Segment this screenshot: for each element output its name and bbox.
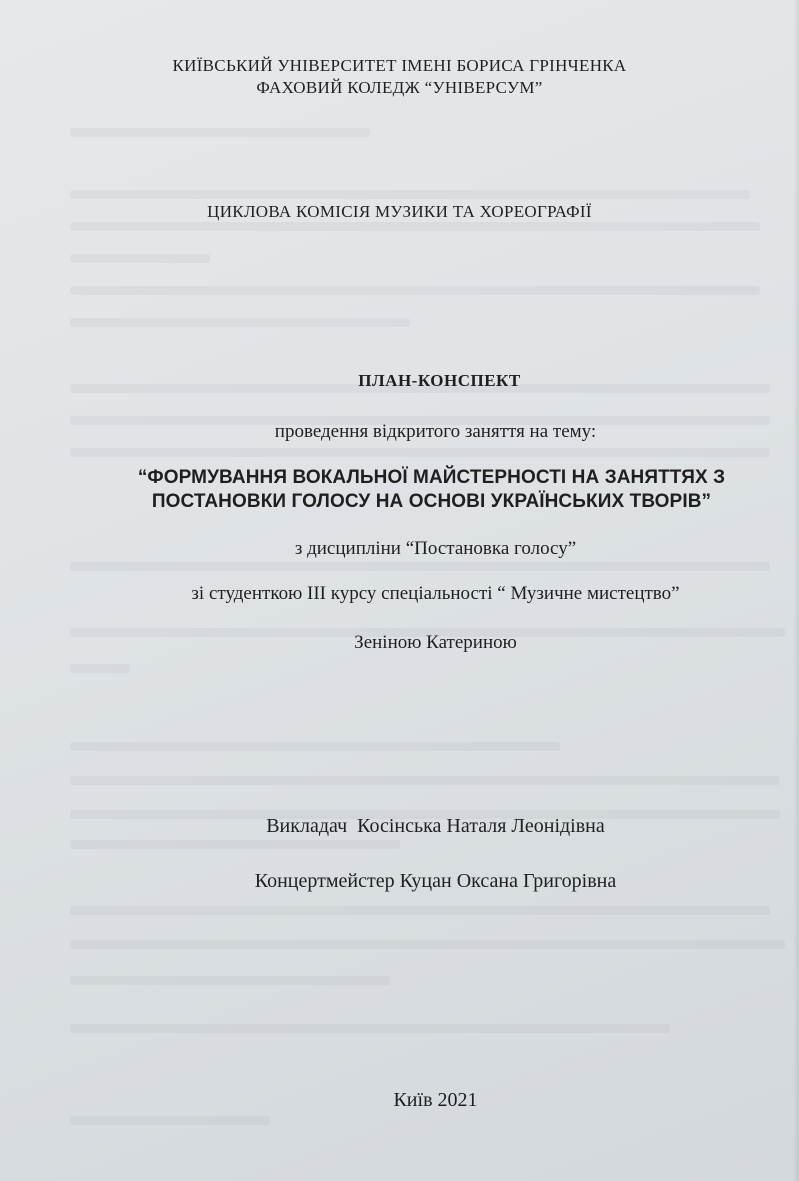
bleed-through-text (70, 286, 760, 295)
bleed-through-text (70, 940, 785, 949)
bleed-through-text (70, 318, 410, 327)
bleed-through-text (70, 1116, 270, 1125)
college-name: ФАХОВИЙ КОЛЕДЖ “УНІВЕРСУМ” (256, 78, 543, 97)
bleed-through-text (70, 448, 770, 457)
bleed-through-text (70, 742, 560, 751)
bleed-through-text (70, 1024, 670, 1033)
page-edge-shadow (793, 0, 799, 1181)
document-type: ПЛАН-КОНСПЕКТ (358, 371, 521, 390)
accompanist: Концертмейстер Куцан Оксана Григорівна (254, 870, 617, 892)
lesson-intro: проведення відкритого заняття на тему: (274, 421, 597, 442)
bleed-through-text (70, 906, 770, 915)
bleed-through-text (70, 222, 760, 231)
discipline: з дисципліни “Постановка голосу” (294, 538, 577, 559)
bleed-through-text (70, 562, 770, 571)
bleed-through-text (70, 776, 780, 785)
bleed-through-text (70, 976, 390, 985)
bleed-through-text (70, 190, 750, 199)
bleed-through-text (70, 254, 210, 263)
bleed-through-text (70, 664, 130, 673)
bleed-through-text (70, 128, 370, 137)
student-course: зі студенткою ІІІ курсу спеціальності “ Музичне мистецтво” (191, 583, 680, 604)
lesson-topic-line-1: “ФОРМУВАННЯ ВОКАЛЬНОЇ МАЙСТЕРНОСТІ НА ЗАНЯТТЯХ З (137, 467, 726, 488)
bleed-through-text (70, 840, 400, 849)
commission-name: ЦИКЛОВА КОМІСІЯ МУЗИКИ ТА ХОРЕОГРАФІЇ (207, 202, 592, 221)
city-year: Київ 2021 (393, 1089, 478, 1111)
teacher: Викладач Косінська Наталя Леонідівна (266, 815, 605, 837)
university-name: КИЇВСЬКИЙ УНІВЕРСИТЕТ ІМЕНІ БОРИСА ГРІНЧЕНКА (172, 56, 627, 75)
lesson-topic-line-2: ПОСТАНОВКИ ГОЛОСУ НА ОСНОВІ УКРАЇНСЬКИХ ТВОРІВ” (151, 491, 712, 512)
student-name: Зеніною Катериною (354, 632, 517, 653)
